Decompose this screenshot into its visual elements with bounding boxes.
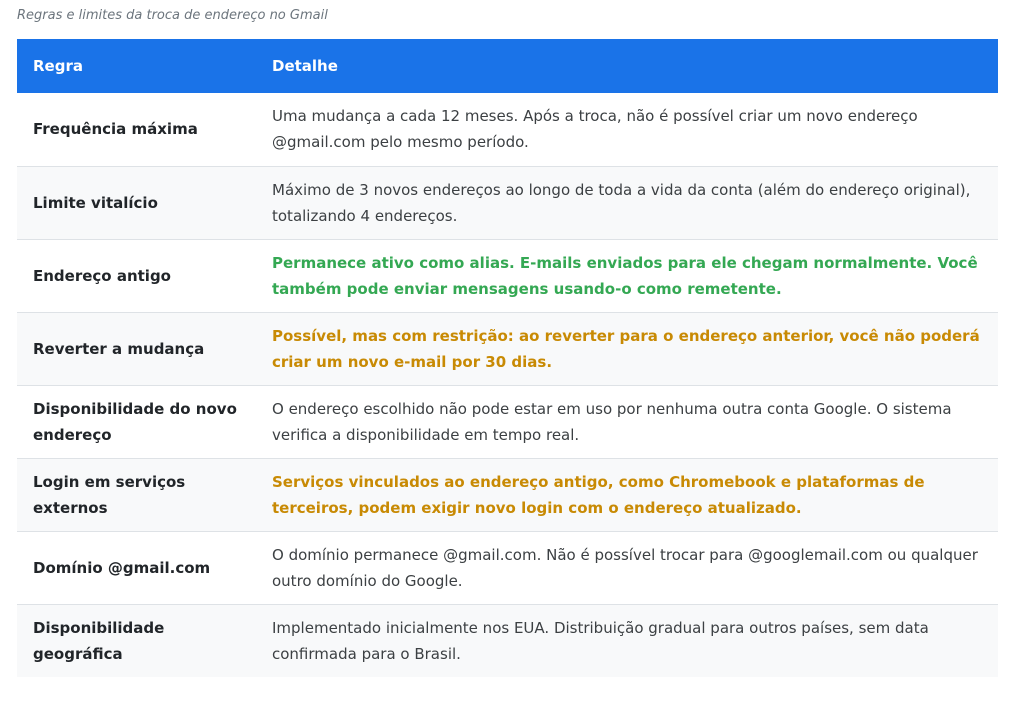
rule-cell: Disponibilidade do novo endereço (17, 385, 256, 458)
rule-cell: Login em serviços externos (17, 458, 256, 531)
table-body (17, 93, 998, 677)
header-row (17, 39, 998, 93)
detail-cell: Implementado inicialmente nos EUA. Distribuição gradual para outros países, sem data confirmada para o Brasil. (256, 604, 998, 677)
detail-cell: Máximo de 3 novos endereços ao longo de toda a vida da conta (além do endereço original), totalizando 4 endereços. (256, 166, 998, 239)
detail-cell: O endereço escolhido não pode estar em uso por nenhuma outra conta Google. O sistema verifica a disponibilidade em tempo real. (256, 385, 998, 458)
detail-cell: Serviços vinculados ao endereço antigo, como Chromebook e plataformas de terceiros, podem exigir novo login com o endereço atualizado. (256, 458, 998, 531)
table-row (17, 239, 998, 312)
rules-table (17, 39, 998, 677)
detail-cell: Possível, mas com restrição: ao reverter para o endereço anterior, você não poderá criar um novo e-mail por 30 dias. (256, 312, 998, 385)
rule-cell: Reverter a mudança (17, 312, 256, 385)
table-row (17, 385, 998, 458)
header-detail: Detalhe (256, 39, 998, 93)
detail-cell: O domínio permanece @gmail.com. Não é possível trocar para @googlemail.com ou qualquer outro domínio do Google. (256, 531, 998, 604)
detail-cell: Uma mudança a cada 12 meses. Após a troca, não é possível criar um novo endereço @gmail.com pelo mesmo período. (256, 93, 998, 166)
rule-cell: Limite vitalício (17, 166, 256, 239)
table-row (17, 166, 998, 239)
table-header (17, 39, 998, 93)
rule-cell: Domínio @gmail.com (17, 531, 256, 604)
table-caption: Regras e limites da troca de endereço no Gmail (17, 8, 328, 23)
table-row (17, 604, 998, 677)
rule-cell: Frequência máxima (17, 93, 256, 166)
header-rule: Regra (17, 39, 256, 93)
table-row (17, 458, 998, 531)
table-row (17, 93, 998, 166)
rule-cell: Disponibilidade geográfica (17, 604, 256, 677)
table-row (17, 312, 998, 385)
detail-cell: Permanece ativo como alias. E-mails enviados para ele chegam normalmente. Você também pode enviar mensagens usando-o como remetente. (256, 239, 998, 312)
rule-cell: Endereço antigo (17, 239, 256, 312)
table-row (17, 531, 998, 604)
